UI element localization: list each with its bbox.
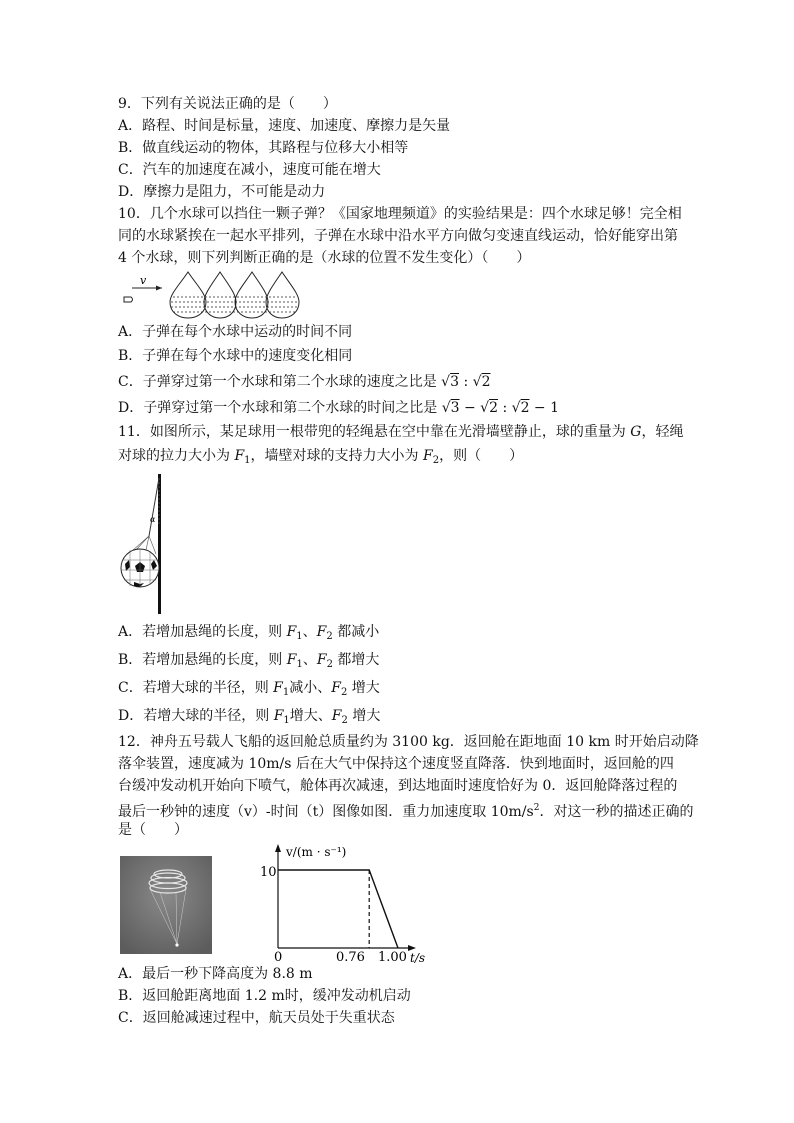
q12-stem-line2: 落伞装置，速度减为 10m/s 后在大气中保持这个速度竖直降落．快到地面时，返回舱的四 — [118, 756, 674, 772]
alpha-label: α — [150, 515, 156, 524]
q9-option-a: A．路程、时间是标量，速度、加速度、摩擦力是矢量 — [118, 118, 451, 134]
q11-option-a: A．若增加悬绳的长度，则 $F_1$、$F_2$ 都减小 — [118, 624, 380, 642]
q12-option-b: B．返回舱距离地面 1.2 m时，缓冲发动机启动 — [118, 988, 411, 1004]
velocity-time-graph — [260, 840, 440, 964]
q9-option-c: C．汽车的加速度在减小，速度可能在增大 — [118, 162, 381, 178]
x-tick-0-76: 0.76 — [336, 950, 365, 964]
y-tick-10: 10 — [260, 865, 277, 880]
q12-option-c: C．返回舱减速过程中，航天员处于失重状态 — [118, 1010, 395, 1026]
q9-option-d: D．摩擦力是阻力，不可能是动力 — [118, 184, 326, 200]
water-ball-1 — [170, 272, 206, 318]
q10-stem-line2: 同的水球紧挨在一起水平排列，子弹在水球中沿水平方向做匀变速直线运动，恰好能穿出第 — [118, 228, 678, 244]
velocity-line — [278, 870, 398, 948]
football-wall-figure — [116, 474, 172, 616]
q12-stem-line1: 12．神舟五号载人飞船的返回舱总质量约为 3100 kg．返回舱在距地面 10 km 时开始启动降 — [118, 734, 699, 750]
q10-option-a: A．子弹在每个水球中运动的时间不同 — [118, 324, 353, 340]
capsule — [175, 943, 178, 946]
q11-option-b: B．若增加悬绳的长度，则 $F_1$、$F_2$ 都增大 — [118, 652, 380, 670]
y-axis-arrow — [275, 844, 281, 852]
q9-stem: 9．下列有关说法正确的是（ ） — [118, 96, 337, 112]
y-axis-label: v/(m · s⁻¹) — [286, 845, 347, 859]
water-ball-3 — [235, 272, 268, 318]
velocity-label: v — [140, 274, 147, 287]
football-icon — [121, 549, 159, 587]
q10-option-c: C．子弹穿过第一个水球和第二个水球的速度之比是 √3 : √2 — [118, 374, 491, 390]
q12-stem-line5: 是（ ） — [118, 822, 188, 838]
water-ball-2 — [204, 272, 236, 318]
x-axis-label: t/s — [410, 951, 426, 964]
q12-stem-line4: 最后一秒钟的速度（v）-时间（t）图像如图．重力加速度取 $10m/s^2$．对这一秒的描述正确的 — [118, 803, 694, 820]
q12-option-a: A．最后一秒下降高度为 8.8 m — [118, 966, 313, 982]
q10-stem-line1: 10．几个水球可以挡住一颗子弹？《国家地理频道》的实验结果是：四个水球足够！完全相 — [118, 206, 682, 222]
q12-stem-line3: 台缓冲发动机开始向下喷气，舱体再次减速，到达地面时速度恰好为 0．返回舱降落过程的 — [118, 778, 678, 794]
q10-option-d: D．子弹穿过第一个水球和第二个水球的时间之比是 √3 − √2 : √2 − 1 — [118, 400, 560, 416]
parachute-photo — [120, 856, 212, 954]
water-balls-figure — [118, 270, 308, 320]
q11-stem-line2: 对球的拉力大小为 $F_1$，墙壁对球的支持力大小为 $F_2$，则（ ） — [118, 448, 524, 466]
q11-option-d: D．若增大球的半径，则 $F_1$增大、$F_2$ 增大 — [118, 708, 381, 726]
x-tick-1-00: 1.00 — [378, 950, 407, 964]
q10-stem-line3: 4 个水球，则下列判断正确的是（水球的位置不发生变化）（ ） — [118, 250, 531, 266]
wall — [158, 474, 161, 614]
q11-option-c: C．若增大球的半径，则 $F_1$减小、$F_2$ 增大 — [118, 680, 380, 698]
q10-option-b: B．子弹在每个水球中的速度变化相同 — [118, 348, 353, 364]
bullet-icon — [124, 297, 133, 302]
water-ball-4 — [266, 272, 299, 318]
x-tick-0: 0 — [274, 950, 283, 964]
q11-stem-line1: 11．如图所示，某足球用一根带兜的轻绳悬在空中靠在光滑墙壁静止，球的重量为 G，轻绳 — [118, 424, 684, 440]
rope — [149, 478, 159, 536]
q9-option-b: B．做直线运动的物体，其路程与位移大小相等 — [118, 140, 409, 156]
